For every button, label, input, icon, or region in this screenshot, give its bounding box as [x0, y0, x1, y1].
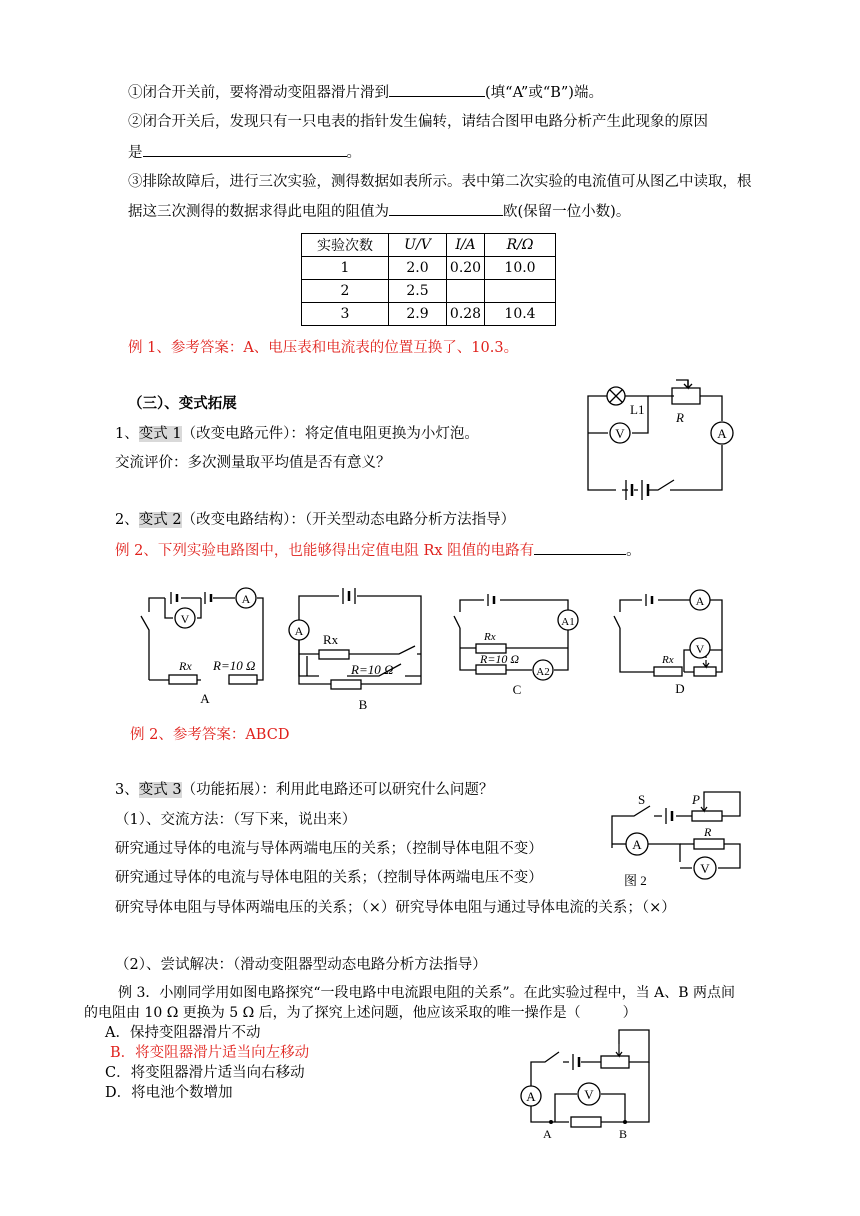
- section-title: （三）、变式拓展: [128, 395, 237, 412]
- slider-label: P: [692, 792, 700, 807]
- option-a[interactable]: A．保持变阻器滑片不动: [105, 1025, 261, 1041]
- meter-label: V: [700, 861, 710, 876]
- table-cell: 10.0: [485, 257, 556, 280]
- variant-2-tag: 变式 2: [138, 512, 182, 528]
- figure-2-diagram: [600, 784, 760, 896]
- meter-label: V: [584, 1087, 594, 1102]
- meter-label: A: [526, 1089, 536, 1104]
- variant-1-tag: 变式 1: [138, 426, 182, 442]
- meter-label: A2: [536, 666, 550, 678]
- resistor-rx: [319, 650, 349, 659]
- answer-blank[interactable]: [389, 82, 485, 97]
- rx-label: Rx: [662, 654, 674, 666]
- rx-label: Rx: [484, 631, 496, 643]
- meter-label: A: [632, 837, 642, 852]
- meter-label: V: [695, 642, 705, 656]
- rx-label: Rx: [323, 632, 339, 647]
- resistor-r: [694, 839, 724, 849]
- rheostat-box: [694, 667, 716, 676]
- meter-label: V: [615, 426, 625, 441]
- figure-caption: 图 2: [624, 873, 647, 888]
- table-cell: 0.20: [447, 257, 485, 280]
- table-row: [302, 280, 556, 303]
- table-cell: [485, 280, 556, 303]
- resistor-label: R: [704, 825, 712, 839]
- option-d[interactable]: D．将电池个数增加: [105, 1085, 233, 1101]
- table-cell: 2.0: [389, 257, 447, 280]
- resistor-rx: [169, 675, 197, 684]
- table-cell: 0.28: [447, 303, 485, 326]
- circuit-a-diagram: [135, 588, 270, 706]
- answer-blank[interactable]: [389, 201, 503, 216]
- lamp-circuit-diagram: [580, 376, 750, 496]
- rheostat-box: [601, 1056, 629, 1068]
- switch-label: S: [638, 792, 646, 807]
- table-header: 实验次数: [302, 234, 389, 257]
- table-header: U/V: [389, 234, 447, 257]
- variant-3-sub1: （1）、交流方法：（写下来，说出来）: [115, 812, 357, 828]
- point-a-label: A: [543, 1127, 552, 1141]
- rheostat-box: [692, 811, 722, 821]
- table-cell: 3: [302, 303, 389, 326]
- answer-1: 例 1、参考答案：A、电压表和电流表的位置互换了、10.3。: [128, 340, 519, 356]
- lamp-icon: [607, 387, 625, 405]
- variant-3-tag: 变式 3: [138, 782, 182, 798]
- table-cell: 2.9: [389, 303, 447, 326]
- answer-2: 例 2、参考答案：ABCD: [130, 727, 290, 743]
- option-c[interactable]: C．将变阻器滑片适当向右移动: [105, 1065, 305, 1081]
- data-table: [301, 233, 556, 326]
- meter-label: V: [180, 612, 190, 626]
- resistor-r: [229, 675, 257, 684]
- resistor-r: [331, 680, 361, 689]
- table-header: R/Ω: [485, 234, 556, 257]
- resistor-rx: [654, 667, 682, 676]
- table-cell: 10.4: [485, 303, 556, 326]
- meter-label: A1: [561, 616, 575, 628]
- example-2-line: 例 2、下列实验电路图中，也能够得出定值电阻 Rx 阻值的电路有 。: [115, 540, 641, 561]
- circuit-label: C: [512, 682, 522, 697]
- r10-label: R=10 Ω: [351, 662, 394, 677]
- table-cell: 2.5: [389, 280, 447, 303]
- q1-line-3: 是 。: [128, 142, 361, 163]
- meter-label: A: [241, 592, 251, 606]
- table-cell: [447, 280, 485, 303]
- meter-label: A: [717, 426, 727, 441]
- variant-2-line: 2、变式 2（改变电路结构）：（开关型动态电路分析方法指导）: [115, 512, 516, 528]
- example-3-diagram: [515, 1022, 660, 1144]
- rx-label: Rx: [179, 659, 192, 673]
- point-b-label: B: [619, 1127, 628, 1141]
- table-header-row: [302, 234, 556, 257]
- resistor-r: [476, 665, 506, 674]
- variant-3-sub2: （2）、尝试解决：（滑动变阻器型动态电路分析方法指导）: [115, 957, 487, 973]
- table-cell: 2: [302, 280, 389, 303]
- circuit-label: D: [675, 681, 685, 696]
- variant-3-line: 3、变式 3（功能拓展）：利用此电路还可以研究什么问题？: [115, 782, 494, 798]
- q1-line-2: ②闭合开关后，发现只有一只电表的指针发生偏转，请结合图甲电路分析产生此现象的原因: [128, 114, 708, 130]
- lamp-label: L1: [630, 402, 645, 417]
- circuit-b-diagram: [287, 584, 437, 714]
- meter-label: A: [294, 624, 304, 638]
- circuit-label: B: [358, 697, 368, 712]
- q1-line-4: ③排除故障后，进行三次实验，测得数据如表所示。表中第二次实验的电流值可从图乙中读取，根: [128, 174, 752, 190]
- answer-blank[interactable]: [143, 142, 347, 157]
- r10-label: R=10 Ω: [213, 658, 256, 673]
- table-cell: 1: [302, 257, 389, 280]
- meter-label: A: [695, 594, 705, 608]
- circuit-c-diagram: [450, 592, 585, 702]
- r10-label: R=10 Ω: [480, 652, 520, 666]
- resistor-ab: [571, 1117, 601, 1127]
- table-row: [302, 257, 556, 280]
- variant-3-item: 研究通过导体的电流与导体两端电压的关系；（控制导体电阻不变）: [115, 841, 543, 857]
- answer-blank[interactable]: [534, 540, 626, 555]
- variant-3-item: 研究导体电阻与导体两端电压的关系；（×）研究导体电阻与通过导体电流的关系；（×）: [115, 900, 676, 916]
- rheostat-box: [672, 388, 700, 404]
- variant-3-item: 研究通过导体的电流与导体电阻的关系；（控制导体两端电压不变）: [115, 870, 543, 886]
- variant-1-eval: 交流评价：多次测量取平均值是否有意义？: [115, 455, 391, 471]
- variant-1-line: 1、变式 1（改变电路元件）：将定值电阻更换为小灯泡。: [115, 426, 479, 442]
- table-row: [302, 303, 556, 326]
- circuit-label: A: [200, 691, 210, 706]
- q1-line-5: 据这三次测得的数据求得此电阻的阻值为 欧(保留一位小数)。: [128, 201, 630, 222]
- table-header: I/A: [447, 234, 485, 257]
- q1-line-1: ①闭合开关前，要将滑动变阻器滑片滑到 (填“A”或“B”)端。: [128, 82, 603, 103]
- circuit-d-diagram: [612, 590, 742, 700]
- example-3-stem: 的电阻由 10 Ω 更换为 5 Ω 后，为了探究上述问题，他应该采取的唯一操作是（ ）: [84, 1005, 637, 1021]
- example-3-stem: 例 3．小刚同学用如图电路探究“一段电路中电流跟电阻的关系”。在此实验过程中，当 A、B 两点间: [118, 985, 735, 1001]
- rheostat-label: R: [676, 410, 684, 425]
- option-b[interactable]: B．将变阻器滑片适当向左移动: [110, 1045, 310, 1061]
